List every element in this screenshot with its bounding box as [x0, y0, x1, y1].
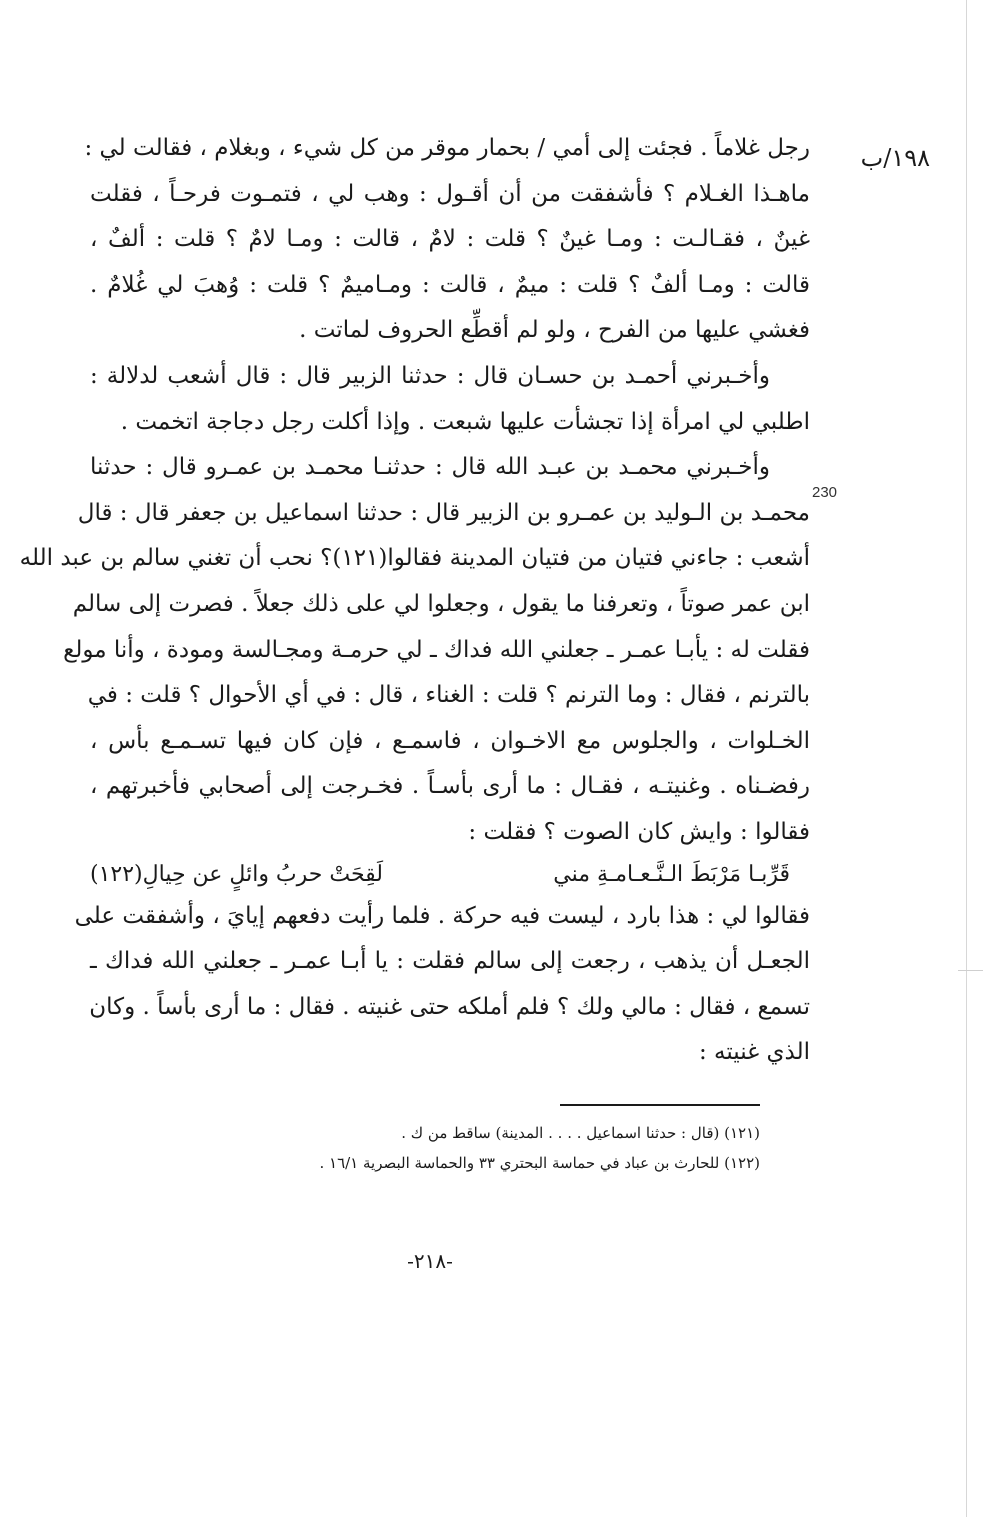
main-text-block: [19, 126, 810, 1076]
text-line: وأخـبرني محمـد بن عبـد الله قال : حدثنـا محمـد بن عمـرو قال : حدثنا: [90, 454, 770, 481]
margin-reference-number: 230: [812, 484, 838, 501]
text-line: قالت : ومـا ألفٌ ؟ قلت : ميمٌ ، قالت : ومـاميمٌ ؟ قلت : وُهبَ لي غُلامٌ .: [90, 271, 810, 298]
text-line: فقلت له : يأبـا عمـر ـ جعلني الله فداك ـ لي حرمـة ومجـالسة ومودة ، وأنا مولع: [63, 636, 810, 663]
text-line: فقالوا لي : هذا بارد ، ليست فيه حركة . فلما رأيت دفعهم إيايَ ، وأشفقت على: [74, 902, 810, 929]
page-number: -٢١٨-: [407, 1249, 453, 1273]
poetry-verse: [90, 856, 810, 894]
text-line: فقالوا : وايش كان الصوت ؟ فقلت :: [468, 818, 810, 845]
text-line: وأخـبرني أحمـد بن حسـان قال : حدثنا الزبير قال : قال أشعب لدلالة :: [90, 362, 770, 389]
margin-folio-number: ١٩٨/ب: [860, 144, 930, 172]
scan-edge-mark: [958, 970, 983, 971]
text-line: فغشي عليها من الفرح ، ولو لم أقطِّع الحروف لماتت .: [299, 317, 810, 344]
text-line: ابن عمر صوتاً ، وتعرفنا ما يقول ، وجعلوا لي على ذلك جعلاً . فصرت إلى سالم: [72, 590, 810, 617]
footnote: (١٢١) (قال : حدثنا اسماعيل . . . . المدينة) ساقط من ك .: [401, 1124, 760, 1142]
text-line: رجل غلاماً . فجئت إلى أمي / بحمار موقر من كل شيء ، وبغلام ، فقالت لي :: [84, 135, 810, 161]
scan-edge-line: [966, 0, 967, 1517]
verse-left-hemistich: لَقِحَتْ حربُ وائلٍ عن حِيالِ(١٢٢): [90, 861, 384, 887]
text-line: اطلبي لي امرأة إذا تجشأت عليها شبعت . وإذا أكلت رجل دجاجة اتخمت .: [120, 408, 810, 435]
text-line: غينٌ ، فقـالـت : ومـا غينٌ ؟ قلت : لامٌ ، قالت : ومـا لامٌ ؟ قلت : ألفٌ ،: [90, 226, 810, 253]
text-line: رفضـناه . وغنيتـه ، فقـال : ما أرى بأسـاً . فخـرجت إلى أصحابي فأخبرتهم ،: [90, 773, 810, 800]
text-line: الذي غنيته :: [698, 1039, 810, 1066]
text-line: ماهـذا الغـلام ؟ فأشفقت من أن أقـول : وهب لي ، فتمـوت فرحـاً ، فقلت: [90, 180, 810, 207]
text-line: محمـد بن الـوليد بن عمـرو بن الزبير قال : حدثنا اسماعيل بن جعفر قال : قال: [77, 499, 810, 526]
text-line: الجعـل أن يذهب ، رجعت إلى سالم فقلت : يا أبـا عمـر ـ جعلني الله فداك ـ: [90, 948, 810, 975]
footnote-separator: [560, 1104, 760, 1106]
footnote: (١٢٢) للحارث بن عباد في حماسة البحتري ٣٣ والحماسة البصرية ١٦/١ .: [319, 1154, 760, 1172]
text-line: تسمع ، فقال : مالي ولك ؟ فلم أملكه حتى غنيته . فقال : ما أرى بأساً . وكان: [89, 993, 810, 1020]
verse-right-hemistich: قَرِّبـا مَرْبَطَ الـنَّـعـامـةِ مني: [553, 861, 790, 887]
text-line: أشعب : جاءني فتيان من فتيان المدينة فقالوا(١٢١)؟ نحب أن تغني سالم بن عبد الله: [19, 545, 810, 572]
text-line: الخـلوات ، والجلوس مع الاخـوان ، فاسمـع ، فإن كان فيها تسـمـع بأس ،: [90, 727, 810, 754]
footnotes-block: [250, 1118, 760, 1178]
text-line: بالترنم ، فقال : وما الترنم ؟ قلت : الغناء ، قال : في أي الأحوال ؟ قلت : في: [87, 682, 810, 709]
